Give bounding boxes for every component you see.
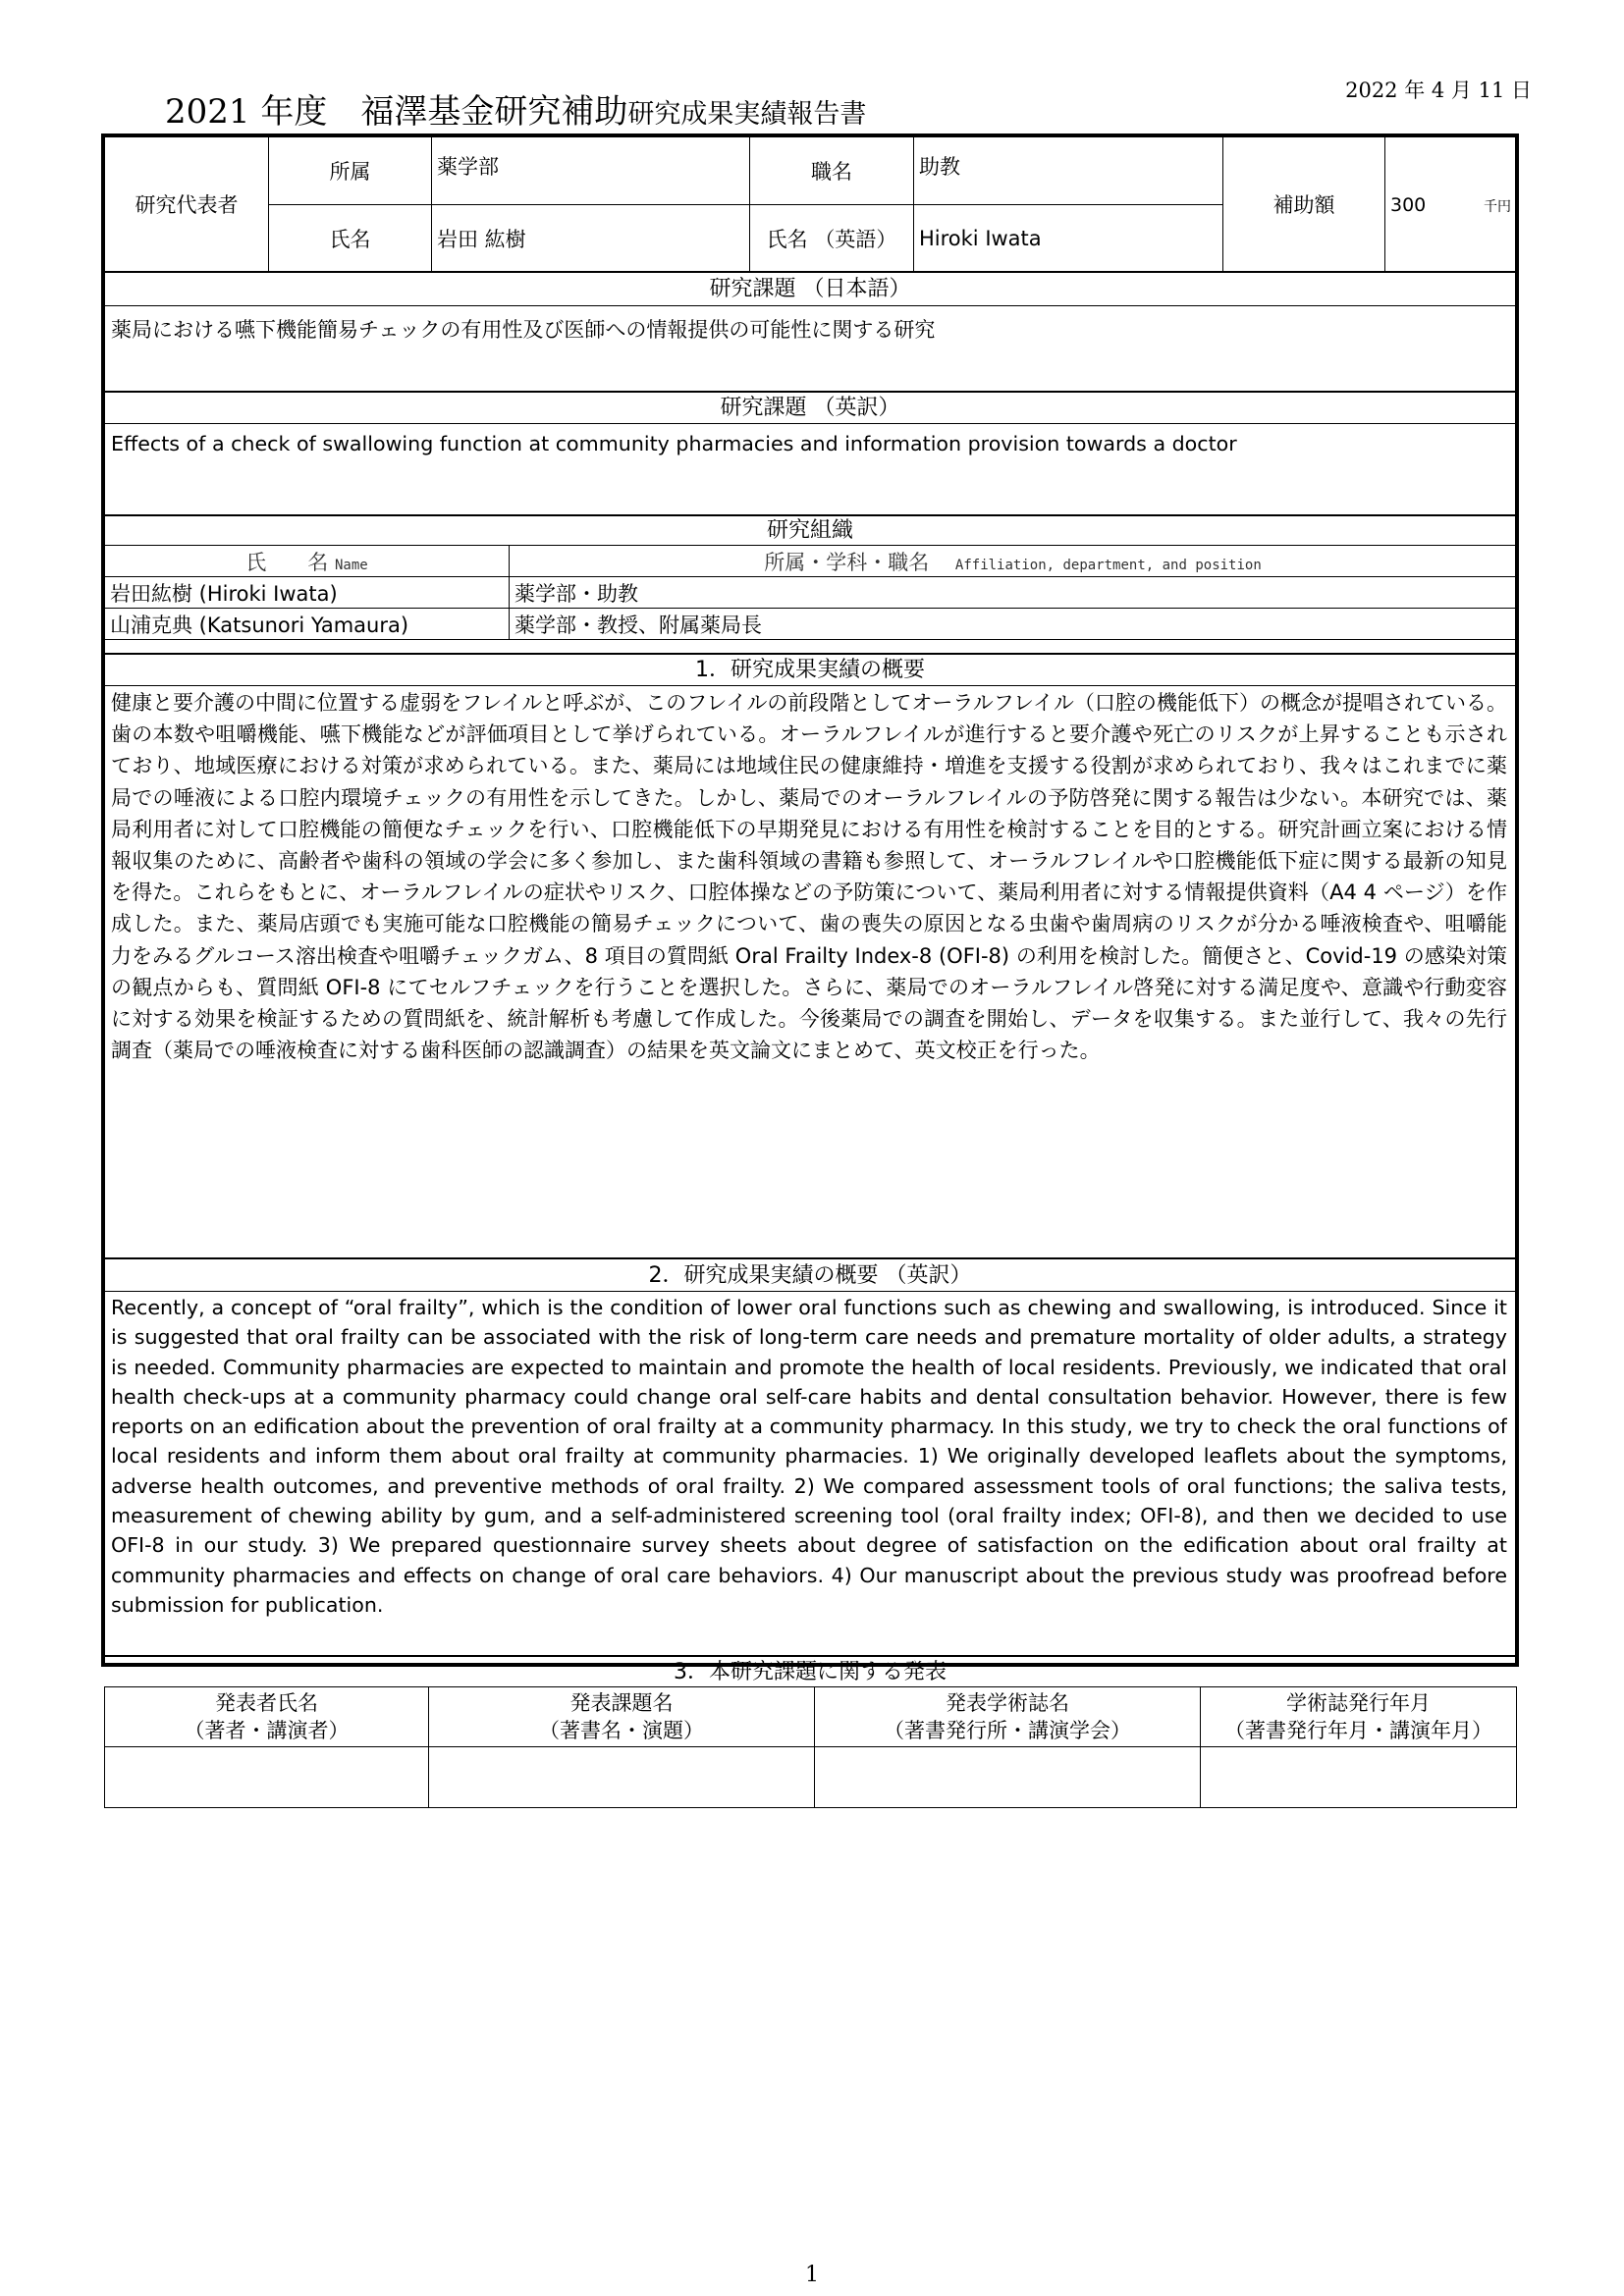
pub-col-title-a: 発表課題名 — [569, 1691, 674, 1715]
name-en-label: 氏名 （英語） — [750, 205, 914, 272]
member-name: 岩田紘樹 (Hiroki Iwata) — [105, 577, 510, 609]
grant-unit: 千円 — [1484, 199, 1511, 215]
summary-ja-text: 健康と要介護の中間に位置する虚弱をフレイルと呼ぶが、このフレイルの前段階としてオーラルフレイル（口腔の機能低下）の概念が提唱されている。歯の本数や咀嚼機能、嚥下機能などが評価項目として挙げられている。オーラルフレイルが進行すると要介護や死亡のリスクが上昇することも示されており、地域医療における対策が求められている。また、薬局には地域住民の健康維持・増進を支援する役割が求められており、我々はこれまでに薬局での唾液による口腔内環境チェックの有用性を示してきた。しかし、薬局でのオーラルフレイルの予防啓発に関する報告は少ない。本研究では、薬局利用者に対して口腔機能の簡便なチェックを行い、口腔機能低下の早期発見における有用性を検討することを目的とする。研究計画立案における情報収集のために、高齢者や歯科の領域の学会に多く参加し、また歯科領域の書籍も参照して、オーラルフレイルや口腔機能低下症に関する最新の知見を得た。これらをもとに、オーラルフレイルの症状やリスク、口腔体操などの予防策について、薬局利用者に対する情報提供資料（A4 4 ページ）を作成した。また、薬局店頭でも実施可能な口腔機能の簡易チェックについて、歯の喪失の原因となる虫歯や歯周病のリスクが分かる唾液検査や、咀嚼能力をみるグルコース溶出検査や咀嚼チェックガム、8 項目の質問紙 Oral Frailty Index-8 (OFI-8) の利用を検討した。簡便さと、Covid-19 の感染対策の観点からも、質問紙 OFI-8 にてセルフチェックを行うことを選択した。さらに、薬局でのオーラルフレイル啓発に対する満足度や、意識や行動変容に対する効果を検証するための質問紙を、統計解析も考慮して作成した。今後薬局での調査を開始し、データを収集する。また並行して、我々の先行調査（薬局での唾液検査に対する歯科医師の認識調査）の結果を英文論文にまとめて、英文校正を行った。 — [111, 691, 1507, 1063]
name-label: 氏名 — [269, 205, 432, 272]
title-main: 2021 年度 福澤基金研究補助 — [165, 92, 628, 132]
representative-label: 研究代表者 — [105, 137, 269, 272]
affiliation-label: 所属 — [269, 137, 432, 205]
pub-cell-empty — [105, 1747, 429, 1808]
pub-col-author-a: 発表者氏名 — [215, 1691, 318, 1715]
publications-table — [104, 1686, 1517, 1808]
pub-col-title-b: （著書名・演題） — [539, 1719, 704, 1742]
org-col-name-ja: 氏 名 — [245, 550, 329, 574]
report-form — [101, 133, 1519, 1742]
org-col-affil-en: Affiliation, department, and position — [954, 557, 1262, 573]
summary-en-text: Recently, a concept of “oral frailty”, which is the condition of lower oral functions such as chewing and swallowing, is introduced. Since it is suggested that oral frailty can be associated with the risk of long-term care needs and premature mortality of older adults, a strategy is needed. Community pharmacies are expected to maintain and promote the health of local residents. Previously, we indicated that oral health check-ups at a community pharmacy could change oral self-care habits and dental consultation behavior. However, there is few reports on an edification about the prevention of oral frailty at a community pharmacy. In this study, we try to check the oral functions of local residents and inform them about oral frailty at community pharmacies. 1) We originally developed leaflets about the symptoms, adverse health outcomes, and preventive methods of oral frailty. 2) We compared assessment tools of oral functions; the saliva tests, measurement of chewing ability by gum, and a self-administered screening tool (oral frailty index; OFI-8), and then we decided to use OFI-8 in our study. 3) We prepared questionnaire survey sheets about degree of satisfaction on the edification about oral frailty at community pharmacies and effects on change of oral care behaviors. 4) Our manuscript about the previous study was proofread before submission for publication. — [111, 1296, 1507, 1617]
name-en-value: Hiroki Iwata — [914, 205, 1223, 272]
pub-col-journal — [815, 1687, 1201, 1747]
table-row — [105, 1747, 1517, 1808]
publications-header: 3．本研究課題に関する発表 — [105, 1655, 1515, 1687]
grant-cell — [1385, 137, 1517, 272]
pub-cell-empty — [1201, 1747, 1517, 1808]
member-affiliation: 薬学部・教授、附属薬局長 — [510, 609, 1517, 640]
pub-cell-empty — [429, 1747, 815, 1808]
org-col-name — [105, 546, 510, 577]
pub-col-date — [1201, 1687, 1517, 1747]
pub-col-author — [105, 1687, 429, 1747]
page-number: 1 — [805, 2263, 819, 2287]
pub-col-journal-b: （著書発行所・講演学会） — [884, 1719, 1131, 1742]
title-en-header: 研究課題 （英訳） — [105, 391, 1515, 424]
pub-col-date-a: 学術誌発行年月 — [1286, 1691, 1431, 1715]
summary-ja-header: 1．研究成果実績の概要 — [105, 653, 1515, 686]
organization-header: 研究組織 — [105, 514, 1515, 546]
affiliation-value: 薬学部 — [432, 137, 750, 205]
table-row — [105, 609, 1517, 640]
org-col-name-en: Name — [334, 557, 368, 573]
pub-col-journal-a: 発表学術誌名 — [946, 1691, 1069, 1715]
org-col-affil-ja: 所属・学科・職名 — [764, 550, 930, 574]
pub-col-title — [429, 1687, 815, 1747]
report-date: 2022 年 4 月 11 日 — [1345, 79, 1532, 102]
pub-cell-empty — [815, 1747, 1201, 1808]
pub-col-author-b: （著者・講演者） — [184, 1719, 350, 1742]
table-row — [105, 577, 1517, 609]
grant-amount: 300 — [1390, 194, 1427, 216]
title-ja-text: 薬局における嚥下機能簡易チェックの有用性及び医師への情報提供の可能性に関する研究 — [111, 318, 936, 342]
title-ja-header: 研究課題 （日本語） — [105, 271, 1515, 306]
member-name: 山浦克典 (Katsunori Yamaura) — [105, 609, 510, 640]
title-sub: 研究成果実績報告書 — [627, 99, 867, 130]
organization-table — [104, 545, 1517, 640]
member-affiliation: 薬学部・助教 — [510, 577, 1517, 609]
position-value: 助教 — [914, 137, 1223, 205]
pub-col-date-b: （著書発行年月・講演年月） — [1224, 1719, 1492, 1742]
org-col-affil — [510, 546, 1517, 577]
representative-table — [104, 136, 1517, 272]
title-en-text: Effects of a check of swallowing function at community pharmacies and information provision towards a doctor — [111, 432, 1237, 455]
grant-label: 補助額 — [1223, 137, 1385, 272]
name-value: 岩田 紘樹 — [432, 205, 750, 272]
summary-en-header: 2．研究成果実績の概要 （英訳） — [105, 1257, 1515, 1292]
report-title — [165, 84, 866, 133]
position-label: 職名 — [750, 137, 914, 205]
